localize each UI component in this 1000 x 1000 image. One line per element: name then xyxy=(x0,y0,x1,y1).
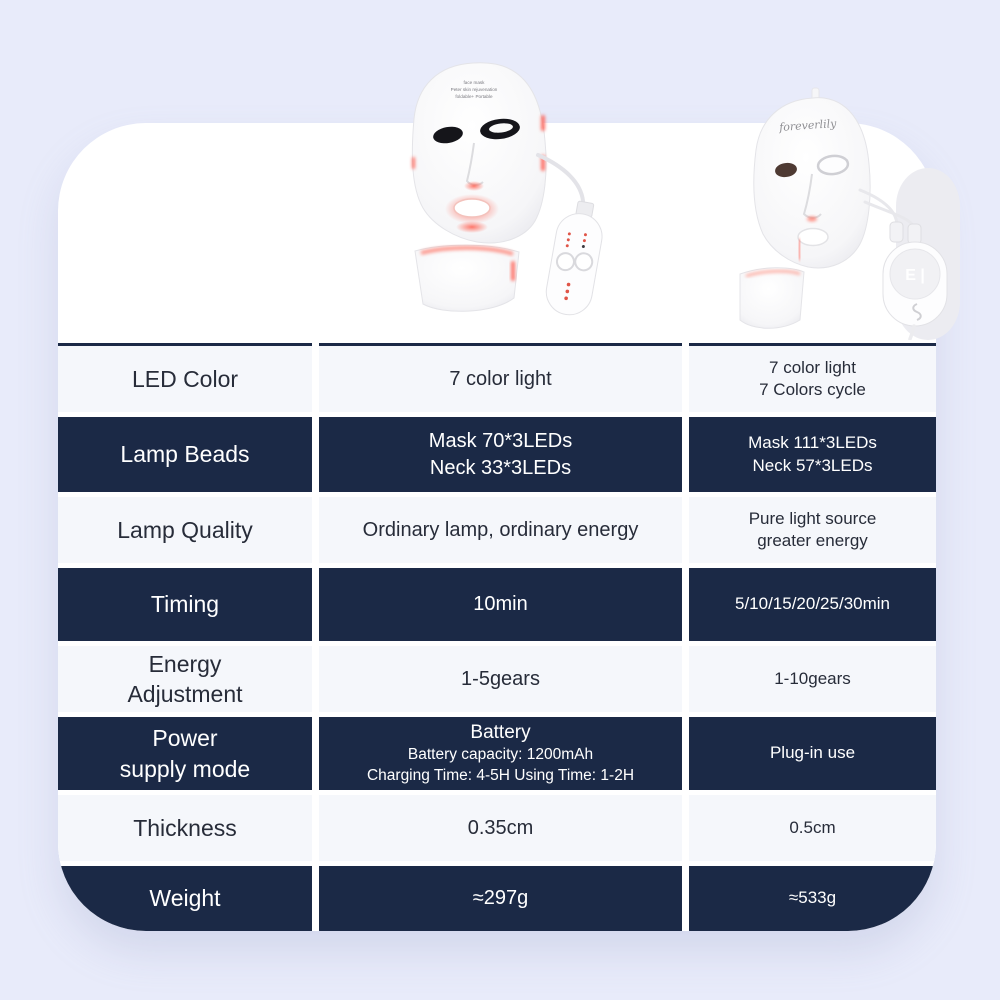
neck-piece-illustration xyxy=(415,245,519,311)
remote-controller-illustration xyxy=(543,198,608,318)
cell-value: Neck 33*3LEDs xyxy=(429,456,572,479)
comparison-table xyxy=(58,343,936,931)
neck-led-strip xyxy=(511,261,515,281)
cell-energy-adjustment-product2 xyxy=(689,646,936,712)
mask-illustration xyxy=(754,88,870,268)
cell-lamp-beads-label xyxy=(58,417,312,492)
cell-value: Plug-in use xyxy=(769,743,856,763)
cell-lamp-quality-product1 xyxy=(319,497,682,563)
cell-value: 7 color light xyxy=(769,357,856,377)
cell-value: Battery xyxy=(470,721,531,743)
cell-value: ≈297g xyxy=(472,887,529,910)
cell-lamp-quality-product2 xyxy=(689,497,936,563)
cell-lamp-quality-label xyxy=(58,497,312,563)
row-label: Timing xyxy=(150,591,220,618)
table-row-lamp-quality xyxy=(58,497,936,563)
table-row-power-supply xyxy=(58,717,936,790)
cell-value: greater energy xyxy=(757,531,868,550)
cell-timing-product1 xyxy=(319,568,682,641)
table-row-weight xyxy=(58,866,936,931)
cell-thickness-product2 xyxy=(689,795,936,861)
nose-led-glow xyxy=(464,181,484,191)
cell-lamp-beads-product1 xyxy=(319,417,682,492)
mouth-led-glow xyxy=(799,240,800,259)
nose-led-glow xyxy=(807,217,817,222)
cell-value: 10min xyxy=(473,593,528,616)
cell-power-supply-product1 xyxy=(319,717,682,790)
cell-value: Neck 57*3LEDs xyxy=(752,455,873,475)
cell-value: 0.35cm xyxy=(467,816,534,839)
cell-power-supply-label xyxy=(58,717,312,790)
cell-weight-label xyxy=(58,866,312,931)
cell-value: 0.5cm xyxy=(789,817,836,837)
brand-logo-text: foreverlily xyxy=(778,117,837,134)
product1-photo xyxy=(373,55,648,340)
table-row-thickness xyxy=(58,795,936,861)
mouth-hole xyxy=(798,229,828,246)
cell-energy-adjustment-label xyxy=(58,646,312,712)
row-label: Adjustment xyxy=(127,681,243,707)
neck-piece-illustration xyxy=(740,268,804,329)
product2-photo xyxy=(700,82,960,340)
row-label: supply mode xyxy=(119,755,251,782)
cell-led-color-label xyxy=(58,343,312,412)
cell-value: Mask 70*3LEDs xyxy=(428,430,573,453)
cell-lamp-beads-product2 xyxy=(689,417,936,492)
row-label: Thickness xyxy=(133,814,237,841)
table-row-energy-adjustment xyxy=(58,646,936,712)
mask-illustration xyxy=(412,63,546,243)
cell-timing-label xyxy=(58,568,312,641)
controller-connector xyxy=(890,222,903,242)
cell-led-color-product1 xyxy=(319,343,682,412)
row-label: Energy xyxy=(148,650,222,677)
cell-value: Mask 111*3LEDs xyxy=(748,433,877,453)
cell-weight-product1 xyxy=(319,866,682,931)
cell-value: Battery capacity: 1200mAh xyxy=(407,746,594,764)
cell-value: Charging Time: 4-5H Using Time: 1-2H xyxy=(366,767,635,785)
cell-thickness-label xyxy=(58,795,312,861)
cell-power-supply-product2 xyxy=(689,717,936,790)
cell-timing-product2 xyxy=(689,568,936,641)
row-label: LED Color xyxy=(131,365,239,392)
table-row-timing xyxy=(58,568,936,641)
cell-value: ≈533g xyxy=(788,888,837,908)
controller-display-text: E | xyxy=(905,267,925,284)
chin-led-glow xyxy=(456,221,488,233)
cell-value: 7 color light xyxy=(449,367,552,390)
row-label: Lamp Beads xyxy=(120,441,250,468)
mask-forehead-text: Peter skin rejuvenation xyxy=(450,87,498,92)
row-label: Lamp Quality xyxy=(117,516,253,543)
cell-led-color-product2 xyxy=(689,343,936,412)
table-row-lamp-beads xyxy=(58,417,936,492)
cell-value: 5/10/15/20/25/30min xyxy=(734,594,890,614)
cell-weight-product2 xyxy=(689,866,936,931)
row-label: Power xyxy=(152,725,218,752)
controller-connector xyxy=(908,224,921,244)
cell-thickness-product1 xyxy=(319,795,682,861)
cell-value: Ordinary lamp, ordinary energy xyxy=(362,518,639,541)
row-label: Weight xyxy=(149,885,221,912)
cell-energy-adjustment-product1 xyxy=(319,646,682,712)
mask-forehead-text: foldable+ Portable xyxy=(455,94,493,99)
mask-forehead-text: face mask xyxy=(463,80,485,85)
cell-value: 1-10gears xyxy=(774,668,851,688)
cell-value: 7 Colors cycle xyxy=(759,380,866,399)
cell-value: 1-5gears xyxy=(461,667,540,690)
table-row-led-color xyxy=(58,343,936,412)
cell-value: Pure light source xyxy=(748,508,877,528)
mouth-hole xyxy=(454,199,490,217)
